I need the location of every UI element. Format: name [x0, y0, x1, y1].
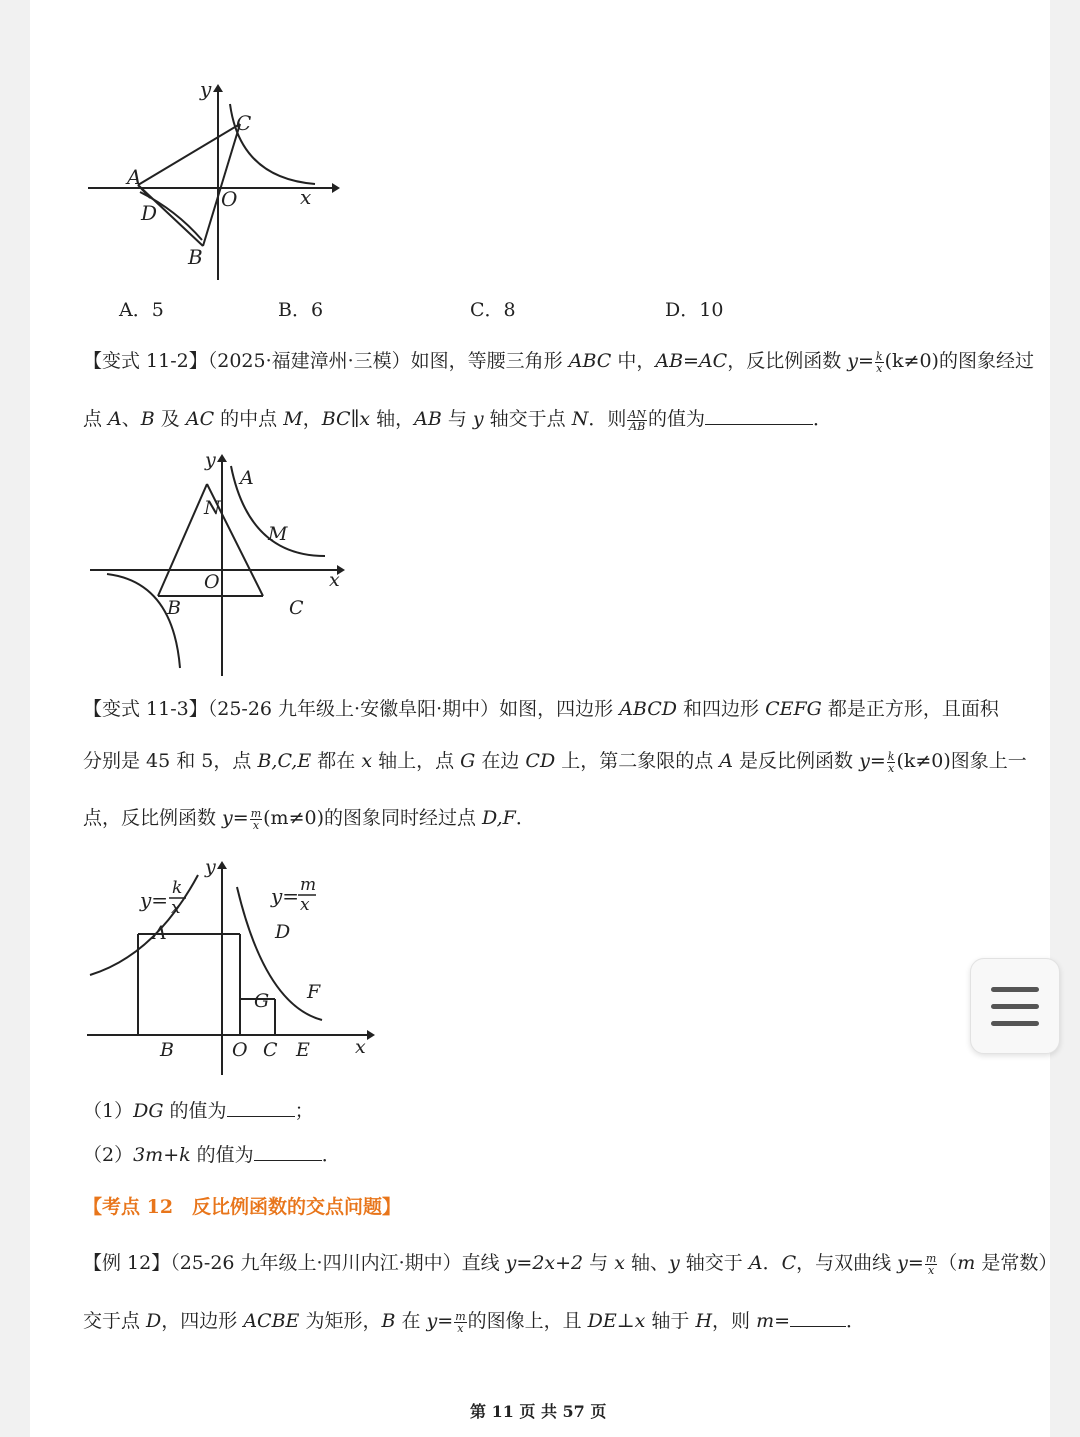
v11-2-line2: 点 A、B 及 AC 的中点 M，BC∥x 轴，AB 与 y 轴交于点 N．则 $\frac{AN}{AB}$ 的值为 ． — [83, 407, 832, 433]
fig3-ym-label: y= — [271, 884, 300, 908]
fig3-mx: x — [300, 895, 310, 915]
ex12-line2: 交于点 D，四边形 ACBE 为矩形，B 在 y= $\frac{m}{x}$ 的图像上，且 DE⊥x 轴于 H，则 m= ． — [83, 1309, 866, 1335]
option-d: D．10 — [665, 299, 724, 321]
fig2-label-n: N — [204, 497, 221, 519]
v11-3-line3: 点，反比例函数 y= $\frac{m}{x}$ (m≠0)的图象同时经过点 D,F． — [83, 806, 535, 832]
fig1-label-o: O — [221, 187, 238, 211]
figure-3 — [85, 855, 380, 1080]
fig2-label-b: B — [167, 597, 181, 619]
fig3-k: k — [172, 878, 183, 898]
fig3-x-label: x — [355, 1036, 366, 1058]
fig3-yk-label: y= — [140, 888, 169, 912]
option-b: B．6 — [278, 299, 324, 321]
fig3-label-c: C — [263, 1039, 278, 1061]
fraction-m-over-x-3: $\frac{m}{x}$ — [455, 1309, 466, 1335]
figure-2 — [85, 448, 350, 678]
fraction-k-over-x-2: $\frac{k}{x}$ — [887, 749, 895, 775]
v11-3-line2: 分别是 45 和 5，点 B,C,E 都在 x 轴上，点 G 在边 CD 上，第二象限的点 A 是反比例函数 y= $\frac{k}{x}$ (k≠0)图象上一 — [83, 749, 1027, 775]
fig3-m: m — [300, 875, 317, 895]
fraction-m-over-x-2: $\frac{m}{x}$ — [925, 1251, 937, 1277]
fig1-x-label: x — [300, 185, 312, 209]
fig3-label-d: D — [275, 921, 291, 943]
answer-blank-1[interactable] — [227, 1098, 295, 1117]
v11-2-source: （2025·福建漳州·三模） — [207, 350, 411, 372]
fraction-m-over-x: $\frac{m}{x}$ — [250, 806, 262, 832]
answer-blank-2[interactable] — [254, 1142, 322, 1161]
fig1-label-a: A — [127, 165, 142, 189]
v11-2-line1: 【变式 11-2】（2025·福建漳州·三模）如图，等腰三角形 ABC 中，AB=AC，反比例函数 y= $\frac{k}{x}$ (k≠0)的图象经过 — [83, 349, 1034, 375]
document-page — [30, 0, 1058, 1437]
ex12-line1: 【例 12】（25-26 九年级上·四川内江·期中）直线 y=2x+2 与 x 轴、y 轴交于 A．C，与双曲线 y= $\frac{m}{x}$ （m 是常数） — [83, 1251, 1058, 1277]
fig1-y-label: y — [200, 80, 212, 101]
fig3-label-e: E — [296, 1039, 310, 1061]
fig2-label-m: M — [268, 523, 288, 545]
question-1: （1）DG 的值为 ； — [83, 1100, 314, 1122]
fig2-label-c: C — [289, 597, 304, 619]
fig3-label-f: F — [307, 981, 321, 1003]
v11-3-line1: 【变式 11-3】（25-26 九年级上·安徽阜阳·期中）如图，四边形 ABCD 和四边形 CEFG 都是正方形，且面积 — [83, 698, 999, 720]
fig1-label-b: B — [188, 245, 203, 269]
answer-blank-m[interactable] — [790, 1308, 846, 1327]
fig3-kx: x — [171, 898, 181, 918]
v11-2-tag: 【变式 11-2】 — [83, 350, 208, 372]
fig3-label-g: G — [254, 990, 270, 1012]
option-a: A．5 — [119, 299, 164, 321]
fig2-x-label: x — [329, 569, 340, 591]
fig2-label-o: O — [204, 571, 220, 593]
fig1-label-d: D — [141, 201, 158, 225]
v11-3-tag: 【变式 11-3】 — [83, 698, 208, 720]
fraction-k-over-x: $\frac{k}{x}$ — [875, 349, 883, 375]
answer-blank[interactable] — [705, 406, 813, 425]
question-2: （2）3m+k 的值为 ． — [83, 1144, 341, 1166]
fig3-label-a: A — [153, 922, 167, 944]
fig3-label-b: B — [160, 1039, 174, 1061]
fig3-y-label: y — [205, 856, 216, 878]
option-c: C．8 — [470, 299, 516, 321]
fig2-y-label: y — [205, 449, 216, 471]
menu-button[interactable] — [970, 958, 1060, 1054]
figure-1 — [80, 80, 340, 285]
ex12-tag: 【例 12】 — [83, 1252, 171, 1274]
fig1-label-c: C — [236, 111, 252, 135]
fig2-label-a: A — [240, 467, 254, 489]
fraction-an-over-ab: $\frac{AN}{AB}$ — [628, 407, 646, 433]
v11-3-source: （25-26 九年级上·安徽阜阳·期中） — [207, 698, 500, 720]
fig3-label-o: O — [232, 1039, 248, 1061]
section-heading: 【考点 12 反比例函数的交点问题】 — [83, 1196, 402, 1218]
page-footer: 第 11 页 共 57 页 — [470, 1402, 607, 1421]
ex12-source: （25-26 九年级上·四川内江·期中） — [170, 1252, 462, 1274]
